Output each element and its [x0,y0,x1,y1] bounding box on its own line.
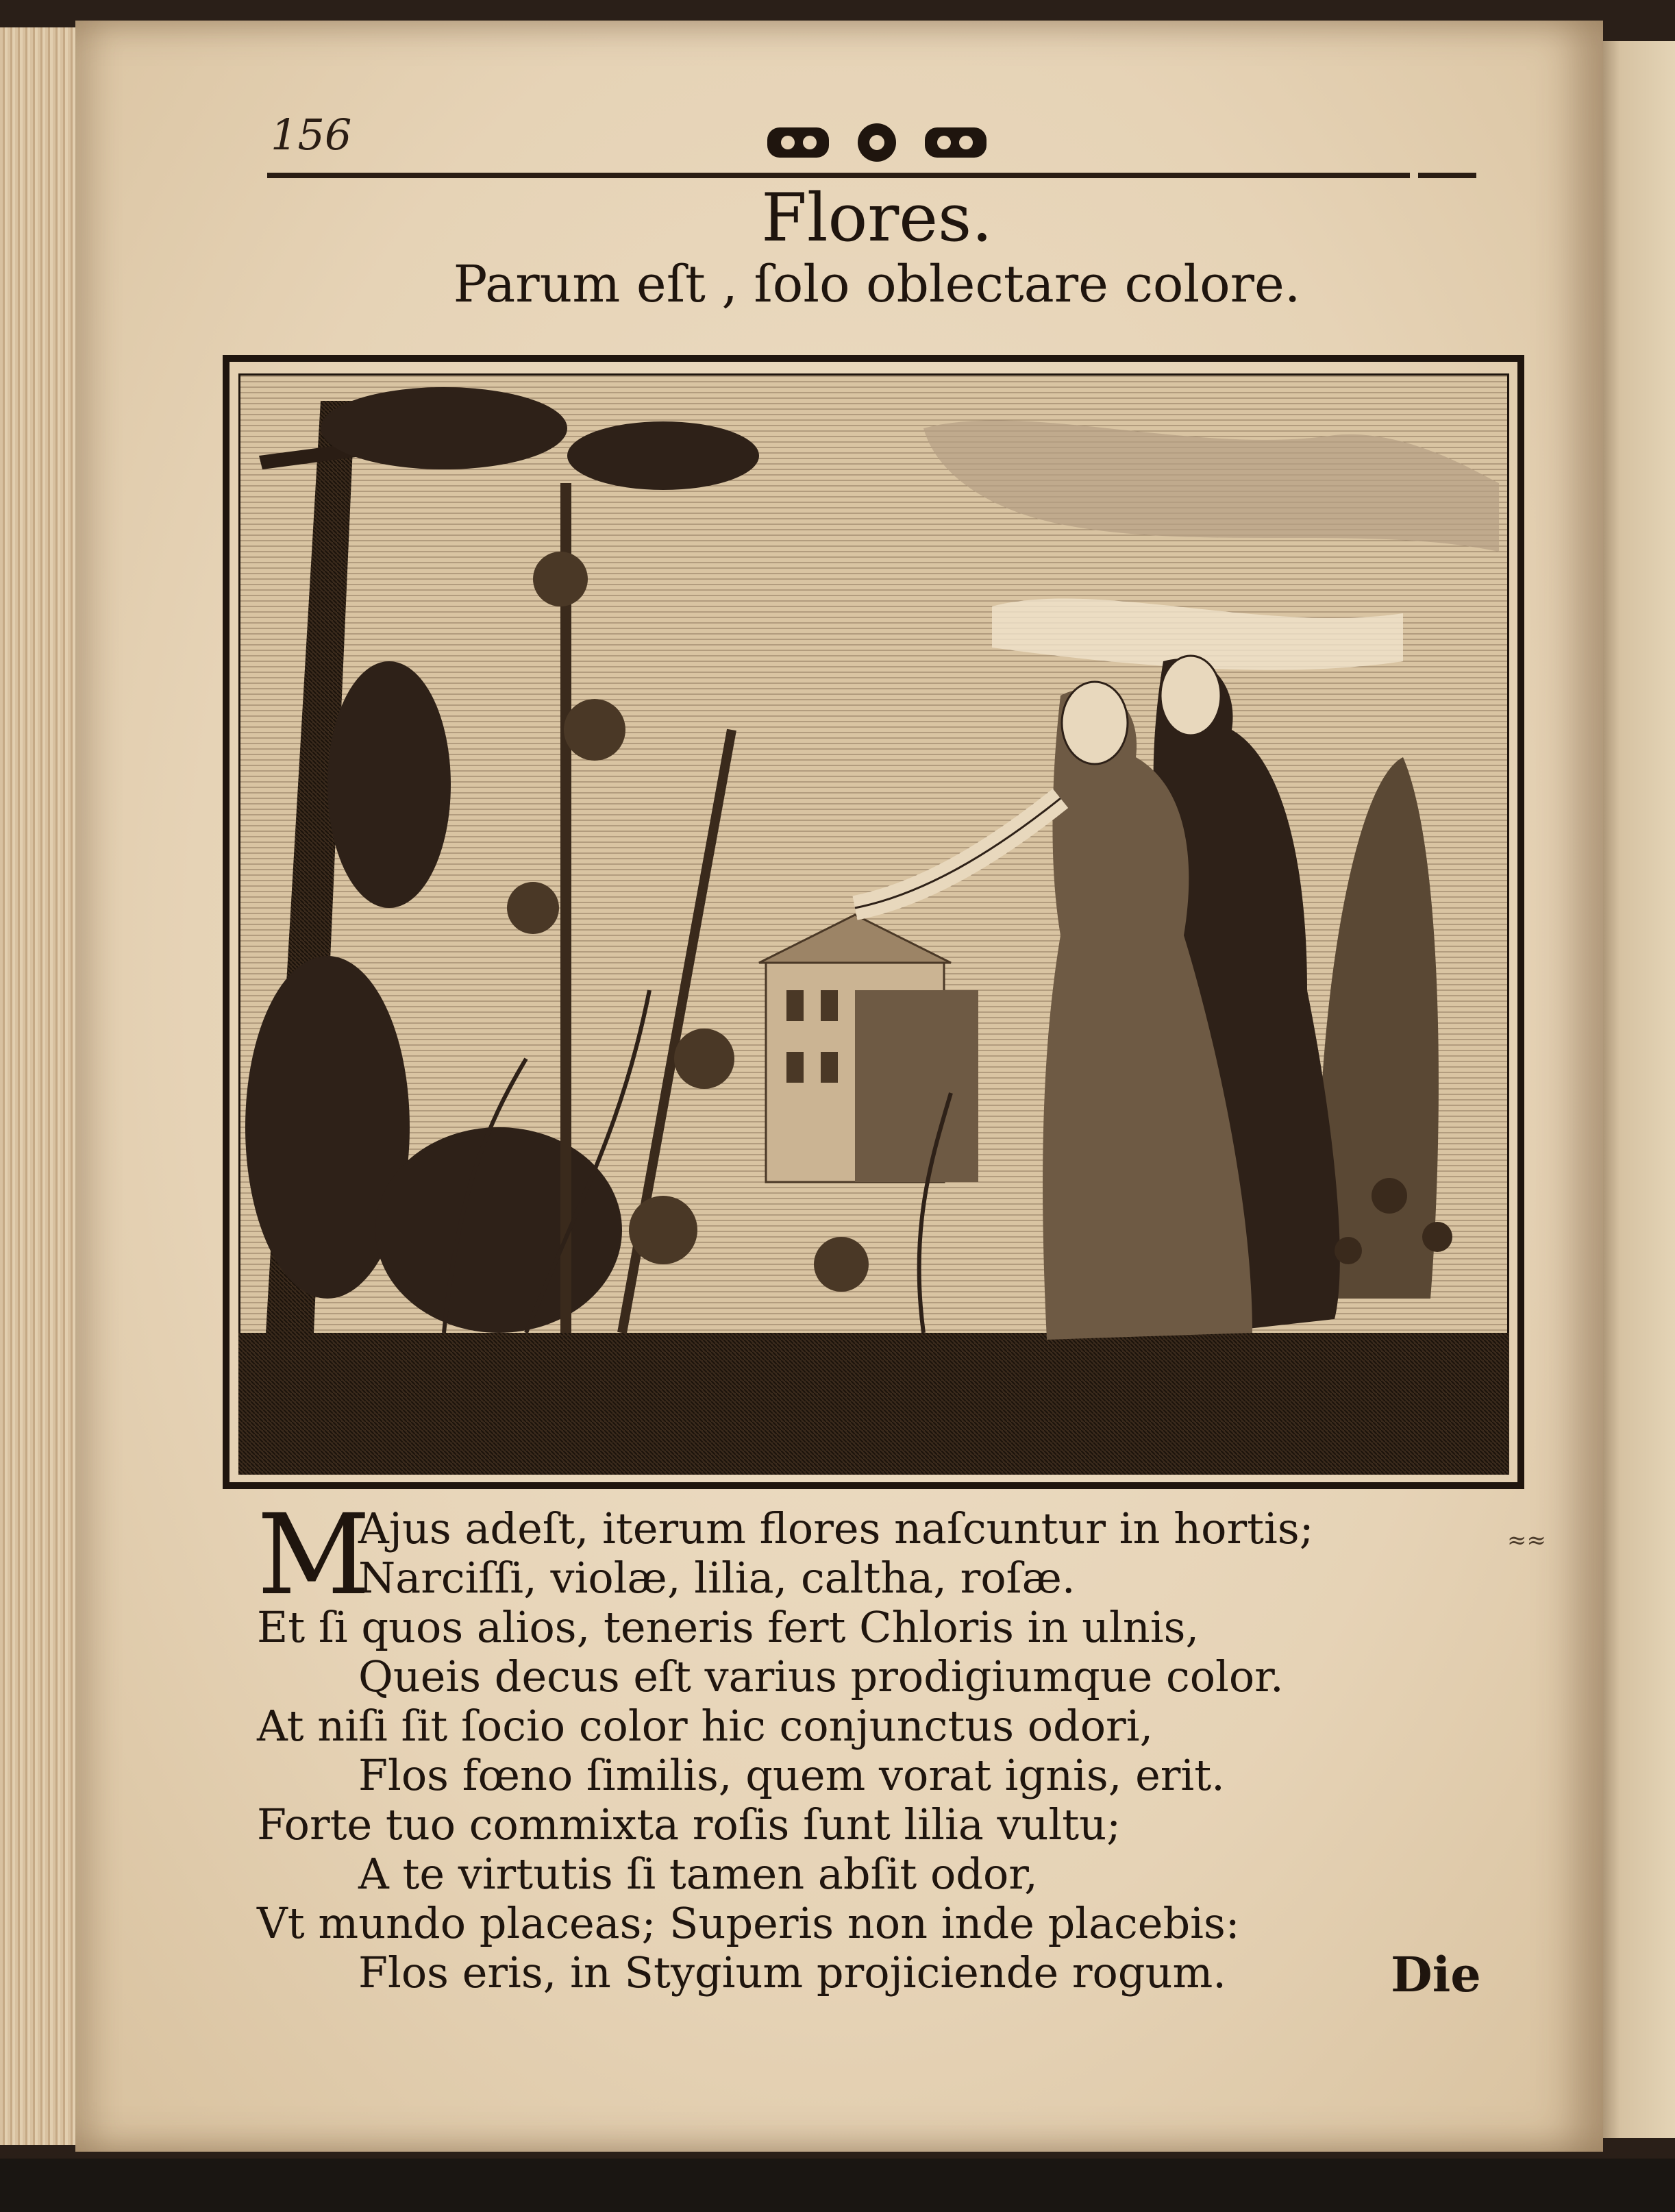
emblem-motto: Parum eſt , ſolo oblectare colore. [453,255,1301,314]
emblem-title: Flores. [761,180,993,256]
facing-page-edge [1596,41,1675,2138]
verse-line: Queis decus eſt varius prodigiumque color. [358,1651,1284,1701]
verse-line: Flos fœno ſimilis, quem vorat ignis, erit. [358,1750,1225,1800]
header-ornament-icon [760,115,993,170]
margin-mark: ≈≈ [1507,1527,1546,1554]
verse-line: Et ſi quos alios, teneris fert Chloris in ulnis, [257,1602,1200,1652]
verse-line: At niſi ſit ſocio color hic conjunctus odori, [257,1701,1154,1751]
drop-capital: M [257,1491,371,1620]
catchword: Die [1391,1946,1481,2003]
page-number: 156 [271,110,352,160]
verse-line: Vt mundo placeas; Superis non inde placebis: [257,1898,1240,1948]
verse-line: Narciſſi, violæ, lilia, caltha, roſæ. [358,1553,1076,1603]
page-edges [0,27,82,2145]
header-rule [267,173,1410,178]
verse-line: Flos eris, in Stygium projiciende rogum. [358,1947,1226,1998]
verse-line: Forte tuo commixta roſis ſunt lilia vultu; [257,1799,1121,1850]
poem-verse [257,1491,1504,1998]
garden-engraving [238,373,1509,1475]
verse-line: Ajus adeſt, iterum flores naſcuntur in hortis; [358,1503,1314,1553]
header-rule-end [1418,173,1476,178]
verse-line: A te virtutis ſi tamen abſit odor, [358,1849,1038,1899]
